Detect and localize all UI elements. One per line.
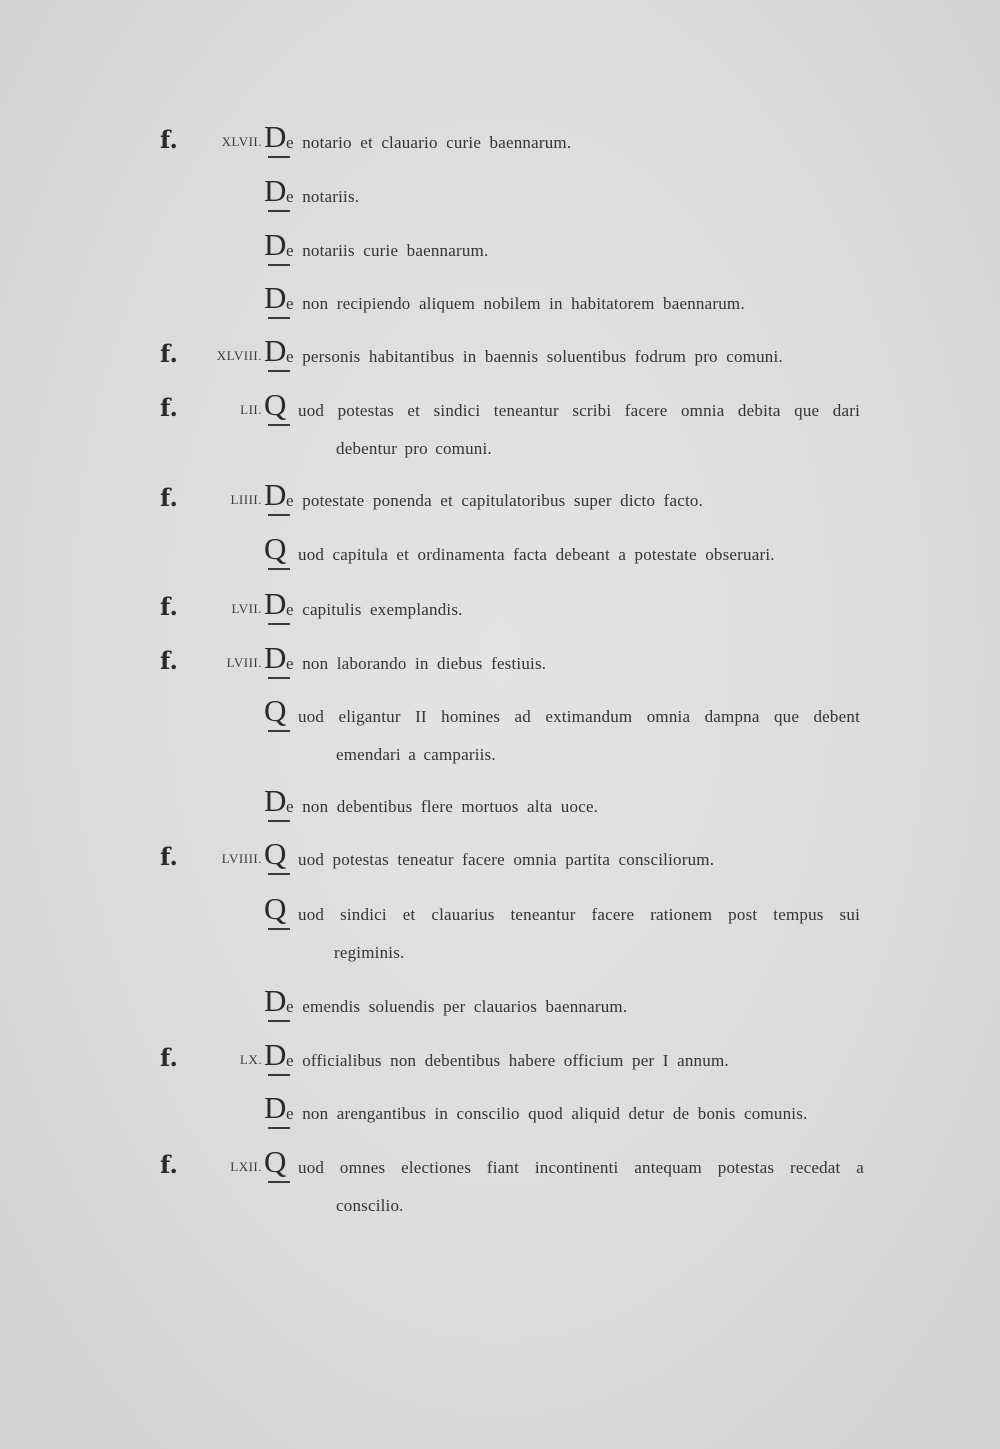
chapter-numeral: LVII. (231, 601, 262, 616)
entry-text-continuation: regiminis. (334, 943, 405, 962)
chapter-numeral: LXII. (230, 1159, 262, 1174)
chapter-numeral: LIIII. (230, 492, 262, 507)
initial-letter: D (264, 784, 296, 830)
initial-letter: Q (264, 892, 296, 938)
folio-mark: f. (160, 1043, 178, 1072)
entry-text: uod sindici et clauarius teneantur facere rationem post tempus sui (298, 905, 860, 924)
initial-letter: Q (264, 1145, 296, 1191)
initial-underline (268, 1181, 290, 1183)
initial-letter: Q (264, 694, 296, 740)
chapter-numeral: LVIII. (226, 655, 262, 670)
initial-underline (268, 1020, 290, 1022)
folio-mark: f. (160, 483, 178, 512)
initial-underline (268, 820, 290, 822)
entry-text: e non recipiendo aliquem nobilem in habitatorem baennarum. (286, 294, 745, 313)
initial-letter: D (264, 984, 296, 1030)
initial-letter: D (264, 334, 296, 380)
initial-letter: Q (264, 837, 296, 883)
entry-text: e non debentibus flere mortuos alta uoce. (286, 797, 599, 816)
entry-text: e emendis soluendis per clauarios baennarum. (286, 997, 628, 1016)
initial-underline (268, 677, 290, 679)
entry-text: e potestate ponenda et capitulatoribus super dicto facto. (286, 491, 704, 510)
entry-text: uod omnes electiones fiant incontinenti antequam potestas recedat a (298, 1158, 864, 1177)
initial-letter: D (264, 641, 296, 687)
entry-text: uod potestas et sindici teneantur scribi facere omnia debita que dari (298, 401, 860, 420)
entry-text-continuation: emendari a campariis. (336, 745, 496, 764)
folio-mark: f. (160, 125, 178, 154)
chapter-numeral: LVIIII. (221, 851, 262, 866)
entry-text: e capitulis exemplandis. (286, 600, 463, 619)
folio-mark: f. (160, 1150, 178, 1179)
initial-underline (268, 264, 290, 266)
entry-text: uod capitula et ordinamenta facta debeant a potestate obseruari. (298, 545, 775, 564)
entry-text: e notariis curie baennarum. (286, 241, 489, 260)
initial-letter: D (264, 1038, 296, 1084)
initial-underline (268, 424, 290, 426)
initial-underline (268, 873, 290, 875)
chapter-numeral: XLVII. (221, 134, 262, 149)
initial-letter: D (264, 120, 296, 166)
initial-underline (268, 210, 290, 212)
initial-letter: D (264, 281, 296, 327)
initial-letter: Q (264, 532, 296, 578)
initial-underline (268, 317, 290, 319)
folio-mark: f. (160, 592, 178, 621)
initial-letter: Q (264, 388, 296, 434)
folio-mark: f. (160, 339, 178, 368)
initial-underline (268, 156, 290, 158)
entry-text: uod eligantur II homines ad extimandum omnia dampna que debent (298, 707, 860, 726)
entry-text: e notario et clauario curie baennarum. (286, 133, 572, 152)
entry-text: e notariis. (286, 187, 360, 206)
entry-text: uod potestas teneatur facere omnia partita consciliorum. (298, 850, 715, 869)
initial-underline (268, 730, 290, 732)
chapter-numeral: LX. (239, 1052, 262, 1067)
initial-underline (268, 1127, 290, 1129)
initial-underline (268, 514, 290, 516)
initial-underline (268, 928, 290, 930)
initial-underline (268, 623, 290, 625)
entry-text: e personis habitantibus in baennis soluentibus fodrum pro comuni. (286, 347, 783, 366)
chapter-numeral: XLVIII. (216, 348, 262, 363)
initial-letter: D (264, 228, 296, 274)
initial-letter: D (264, 174, 296, 220)
initial-letter: D (264, 587, 296, 633)
entry-text-continuation: conscilio. (336, 1196, 404, 1215)
entry-text-continuation: debentur pro comuni. (336, 439, 492, 458)
folio-mark: f. (160, 393, 178, 422)
chapter-numeral: LII. (240, 402, 262, 417)
entry-text: e non laborando in diebus festiuis. (286, 654, 547, 673)
initial-letter: D (264, 1091, 296, 1137)
folio-mark: f. (160, 646, 178, 675)
folio-mark: f. (160, 842, 178, 871)
entry-text: e non arengantibus in conscilio quod aliquid detur de bonis comunis. (286, 1104, 808, 1123)
initial-underline (268, 370, 290, 372)
initial-underline (268, 568, 290, 570)
entry-text: e officialibus non debentibus habere officium per I annum. (286, 1051, 729, 1070)
initial-underline (268, 1074, 290, 1076)
initial-letter: D (264, 478, 296, 524)
